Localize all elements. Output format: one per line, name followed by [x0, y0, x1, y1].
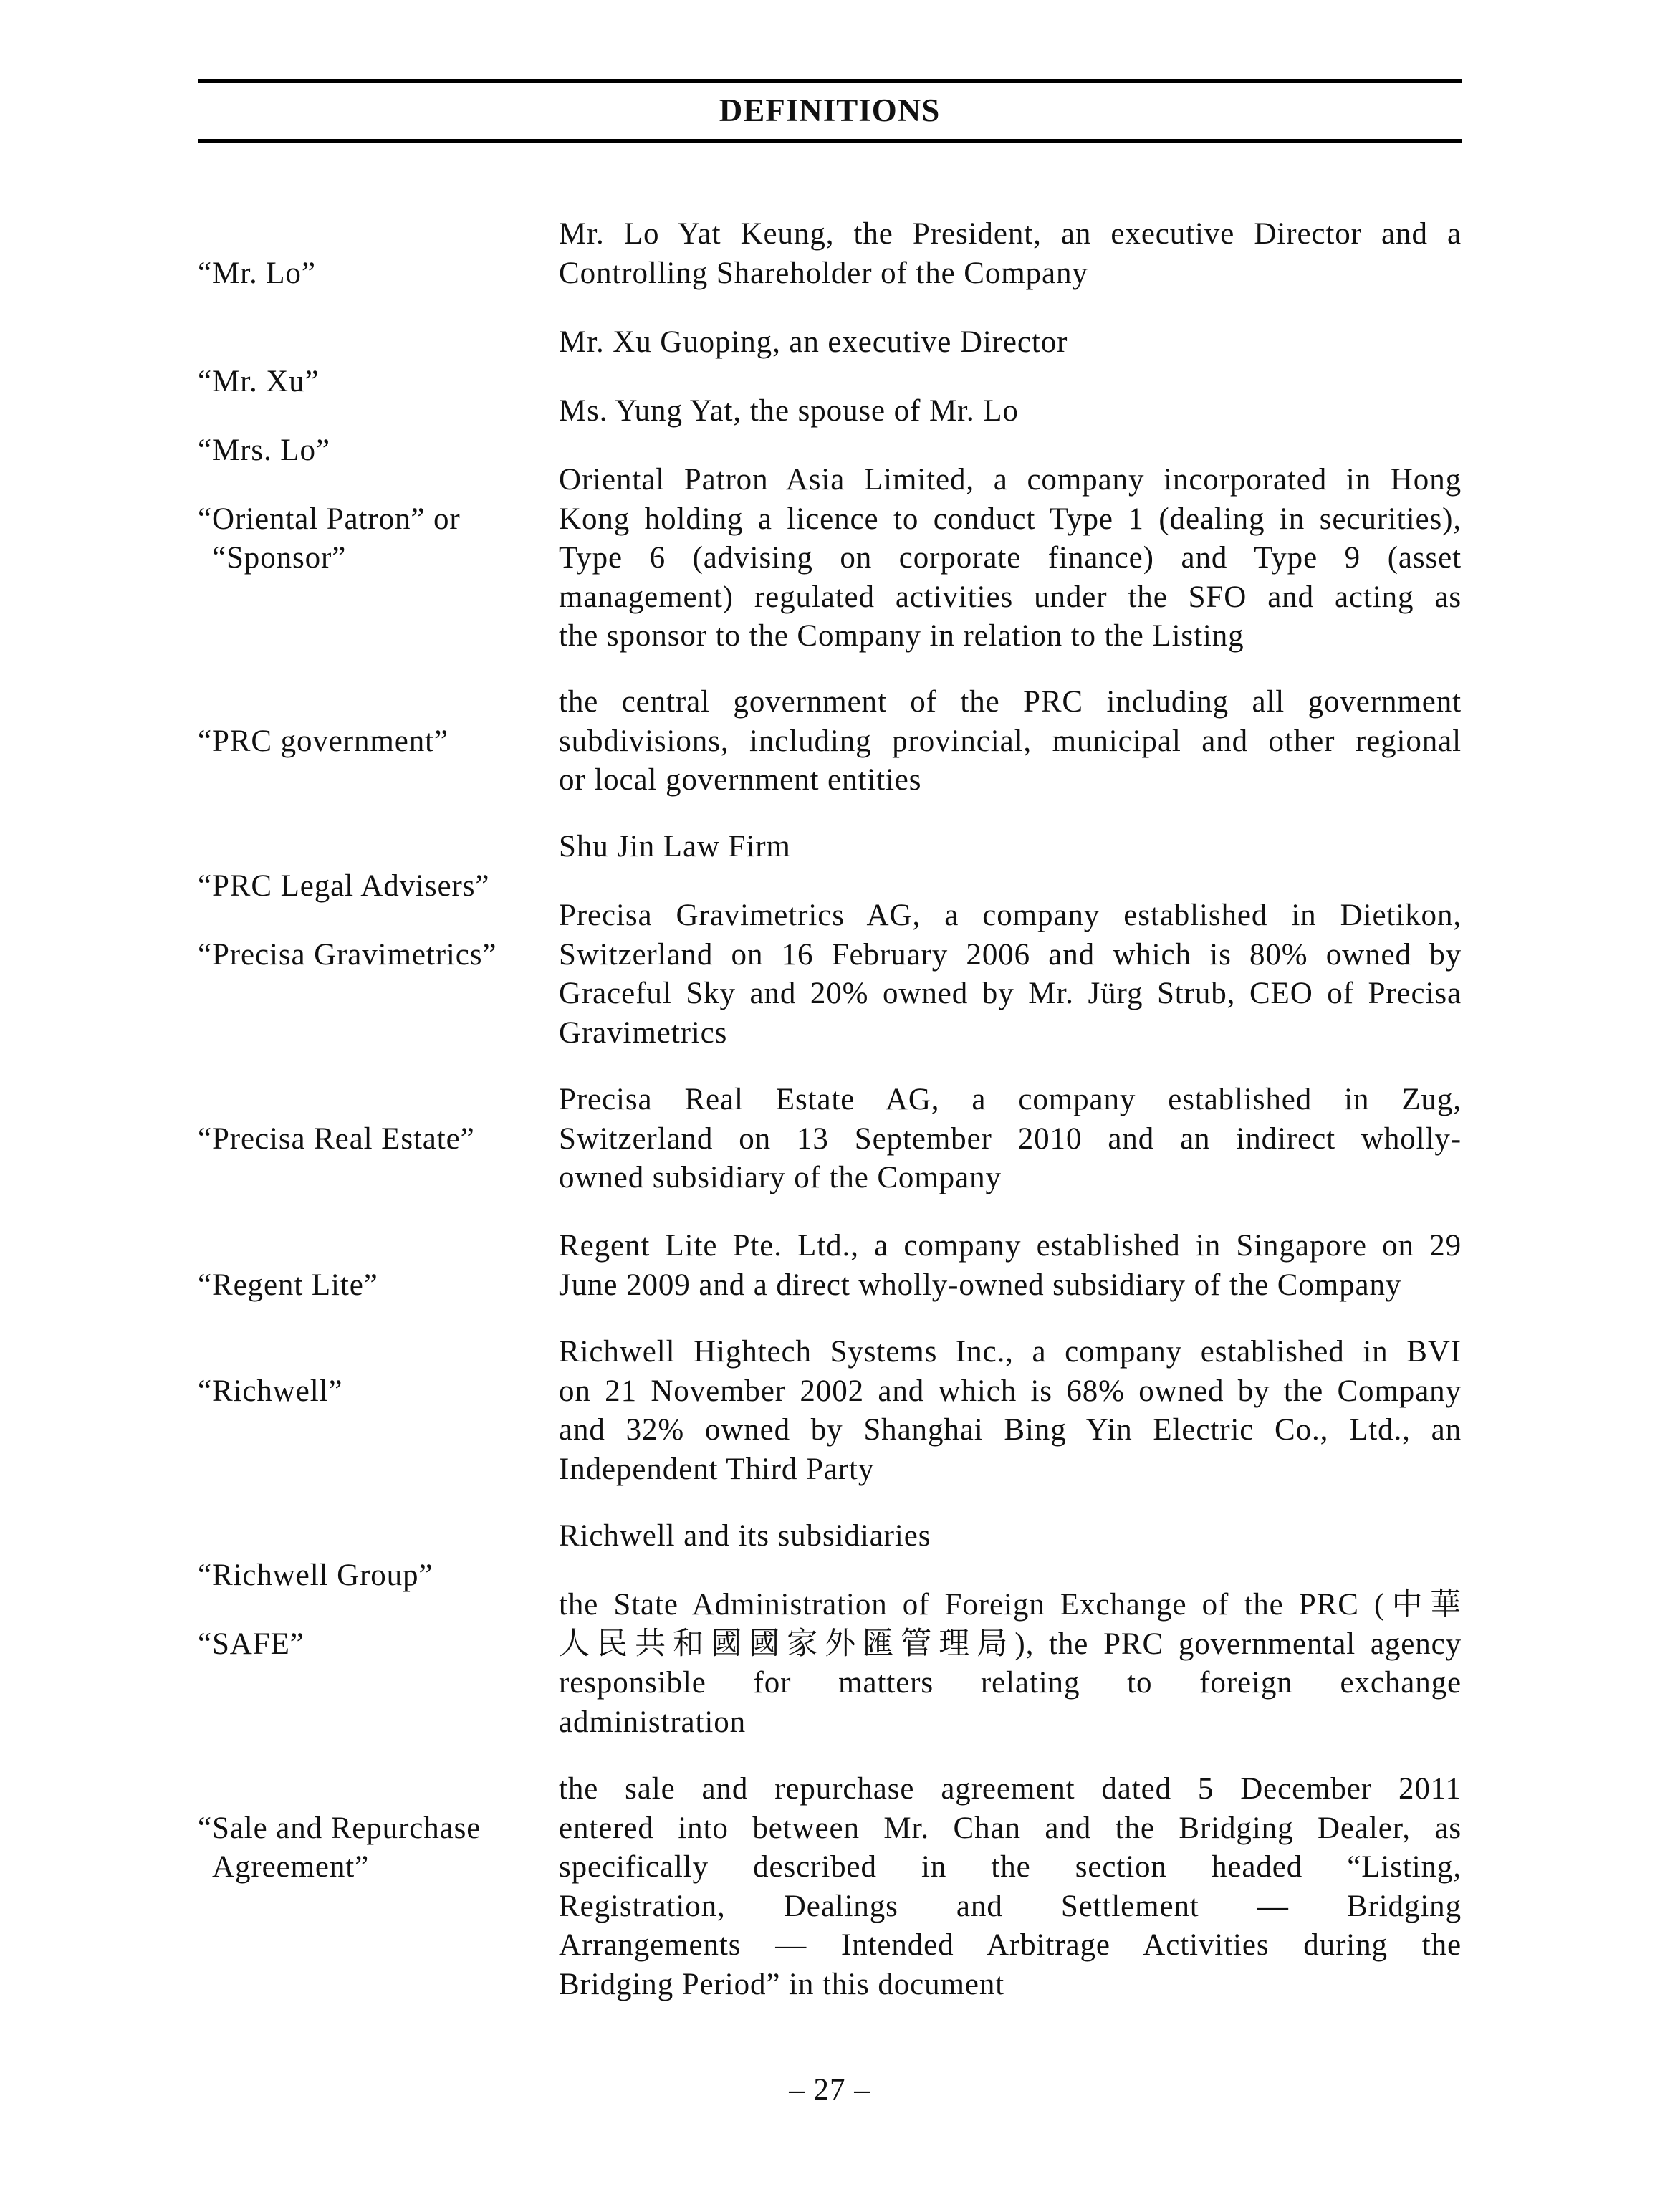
term-line: “Sale and Repurchase: [198, 1811, 481, 1845]
definition-line: specifically described in the section headed “Listing,: [559, 1850, 1462, 1884]
term-line: “Mr. Xu”: [198, 364, 320, 398]
definition-line: Switzerland on 13 September 2010 and an indirect wholly-: [559, 1121, 1462, 1156]
definition: [559, 1227, 1462, 1305]
term: [198, 461, 542, 617]
term-line: “Richwell”: [198, 1374, 343, 1408]
definition: [559, 1586, 1462, 1742]
definition-line: Ms. Yung Yat, the spouse of Mr. Lo: [559, 394, 1019, 428]
term: [198, 828, 542, 906]
definition-line: Independent Third Party: [559, 1452, 875, 1486]
definition-line: 人民共和國國家外匯管理局), the PRC governmental agency: [559, 1627, 1462, 1661]
term-line: “Regent Lite”: [198, 1268, 378, 1302]
definition-line: Kong holding a licence to conduct Type 1 (dealing in securities),: [559, 502, 1462, 536]
definition-line: Precisa Gravimetrics AG, a company established in Dietikon,: [559, 899, 1462, 932]
term-line: “Precisa Gravimetrics”: [198, 937, 497, 972]
definition-line: June 2009 and a direct wholly-owned subsidiary of the Company: [559, 1268, 1402, 1302]
definition-line: management) regulated activities under the SFO and acting as: [559, 580, 1462, 614]
definition-line: the State Administration of Foreign Exchange of the PRC (中華: [559, 1588, 1462, 1622]
term: [198, 392, 542, 470]
term-line: “Mrs. Lo”: [198, 433, 330, 467]
term-line: “PRC government”: [198, 724, 448, 758]
definition-line: Oriental Patron Asia Limited, a company incorporated in Hong: [559, 463, 1462, 497]
term: [198, 1227, 542, 1305]
definition: [559, 683, 1462, 800]
term: [198, 215, 542, 293]
term: [198, 1517, 542, 1595]
definition: [559, 896, 1462, 1053]
definition-line: administration: [559, 1705, 747, 1739]
term-line: “Precisa Real Estate”: [198, 1121, 475, 1156]
definition: [559, 1081, 1462, 1198]
term-line: “Richwell Group”: [198, 1558, 433, 1592]
definition: [559, 828, 1462, 867]
definition-line: on 21 November 2002 and which is 68% owned by the Company: [559, 1374, 1462, 1408]
document-page: [198, 0, 1462, 2212]
term-line: “Oriental Patron” or: [198, 502, 461, 536]
definition-line: Arrangements — Intended Arbitrage Activities during the: [559, 1928, 1462, 1962]
definition: [559, 1333, 1462, 1489]
definition: [559, 323, 1462, 363]
term-line: Agreement”: [212, 1850, 370, 1884]
term: [198, 323, 542, 401]
page-title: DEFINITIONS: [719, 92, 941, 128]
definition: [559, 1770, 1462, 2004]
definition-line: the sale and repurchase agreement dated 5 December 2011: [559, 1772, 1462, 1806]
definition-line: Mr. Xu Guoping, an executive Director: [559, 325, 1068, 359]
definition: [559, 392, 1462, 431]
definition-line: Controlling Shareholder of the Company: [559, 256, 1088, 290]
definition-line: entered into between Mr. Chan and the Bridging Dealer, as: [559, 1811, 1462, 1845]
term: [198, 1770, 542, 1926]
definition-line: Bridging Period” in this document: [559, 1967, 1005, 2001]
term: [198, 896, 542, 975]
term-line: “PRC Legal Advisers”: [198, 868, 490, 903]
definition: [559, 215, 1462, 293]
definition: [559, 1517, 1462, 1556]
definition-line: Precisa Real Estate AG, a company established in Zug,: [559, 1083, 1462, 1116]
term: [198, 1586, 542, 1664]
definition-line: Type 6 (advising on corporate finance) and Type 9 (asset: [559, 541, 1462, 575]
definition-line: responsible for matters relating to foreign exchange: [559, 1666, 1462, 1700]
header-rule-top: [198, 79, 1462, 83]
term: [198, 1333, 542, 1411]
definition-line: Regent Lite Pte. Ltd., a company established in Singapore on 29: [559, 1229, 1462, 1263]
term: [198, 683, 542, 761]
term-line: “Mr. Lo”: [198, 256, 316, 290]
page-number: – 27 –: [789, 2073, 870, 2107]
definition-line: Mr. Lo Yat Keung, the President, an executive Director and a: [559, 217, 1462, 251]
definition-line: the central government of the PRC including all government: [559, 685, 1462, 719]
definition-line: and 32% owned by Shanghai Bing Yin Electric Co., Ltd., an: [559, 1413, 1462, 1447]
term: [198, 1081, 542, 1159]
term-line: “SAFE”: [198, 1627, 304, 1661]
term-line: “Sponsor”: [212, 541, 347, 575]
definition-line: Richwell and its subsidiaries: [559, 1519, 931, 1553]
definition-line: Gravimetrics: [559, 1015, 728, 1050]
definition-line: Switzerland on 16 February 2006 and which is 80% owned by: [559, 937, 1462, 972]
definition-line: Shu Jin Law Firm: [559, 830, 791, 863]
definition-line: subdivisions, including provincial, municipal and other regional: [559, 724, 1462, 758]
definition-line: owned subsidiary of the Company: [559, 1161, 1002, 1194]
definition-line: the sponsor to the Company in relation to the Listing: [559, 619, 1244, 653]
definition-line: Graceful Sky and 20% owned by Mr. Jürg Strub, CEO of Precisa: [559, 977, 1462, 1010]
definition-line: or local government entities: [559, 763, 922, 797]
definition-line: Richwell Hightech Systems Inc., a company established in BVI: [559, 1335, 1462, 1369]
definition: [559, 461, 1462, 656]
header-rule-bottom: [198, 139, 1462, 143]
definition-line: Registration, Dealings and Settlement — Bridging: [559, 1889, 1462, 1923]
